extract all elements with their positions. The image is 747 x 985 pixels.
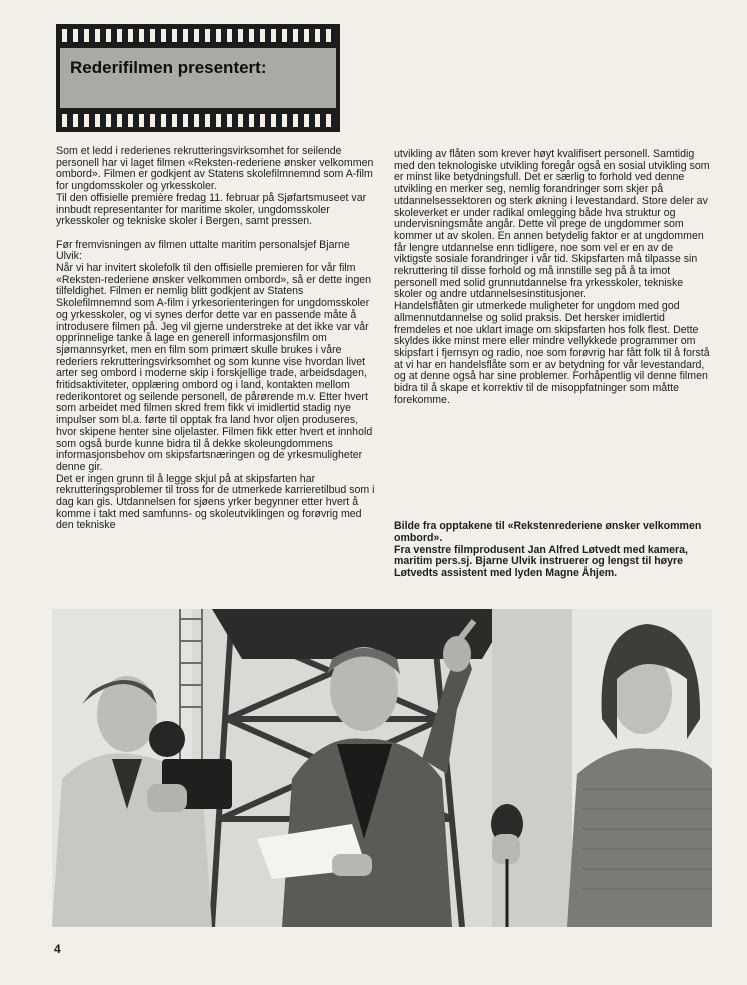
left-text-column — [56, 146, 376, 532]
film-strip-banner — [56, 24, 340, 132]
article-paragraph-continued: utvikling av flåten som krever høyt kvalifisert personell. Samtidig med den teknologiske utvikling foregår også en sosial utvikling som er minst like betydningsfull. Det er særlig to forhold ved denne utvikling en merker seg, nemlig forandringer som skjer på utdannelsessektoren og sterk økning i levestandard. Store deler av skoleverket er under radikal omlegging både hva struktur og undervisningsmåte angår. Dette vil prege de ungdommer som kommer ut av skolen. En annen betydelig faktor er at ungdommen får lengre utdannelse enn tidligere, noe som vel er en av de viktigste sosiale forandringer i vår tid. Skipsfarten må tilpasse sin rekruttering til disse forhold og må innstille seg på å ta imot personell med solid grunnutdannelse fra yrkesskoler, tekniske skoler og andre utdannelsesinstitusjoner. Handelsflåten gir utmerkede muligheter for ungdom med god allmennutdannelse og solid praksis. Det hersker imidlertid fremdeles et noe uklart image om skipsfarten hos folk flest. Dette skyldes ikke minst mere eller mindre vellykkede programmer om skipsfart i fjernsyn og radio, noe som forøvrig har fått folk til å forstå at vi har en handelsflåte som er av betydning for vår levestandard, og at denne også har sine problemer. Forhåpentlig vil denne filmen bidra til å skape et korrektiv til de misoppfatninger som måtte forekomme. — [394, 148, 710, 406]
caption-line-1: Bilde fra opptakene til «Rekstenrederiene ønsker velkommen ombord». — [394, 520, 702, 544]
page-number: 4 — [54, 942, 61, 956]
right-text-column — [394, 149, 714, 406]
photo-illustration — [52, 609, 712, 927]
photo-caption — [394, 521, 724, 580]
film-perforation-top — [62, 29, 334, 42]
film-shoot-photo — [52, 609, 712, 927]
film-perforation-bottom — [62, 114, 334, 127]
caption-line-2: Fra venstre filmprodusent Jan Alfred Løtvedt med kamera, maritim pers.sj. Bjarne Ulvik instruerer og lengst til høyre Løtvedts assistent med lyden Magne Åhjem. — [394, 543, 688, 580]
article-paragraph-speech: Før fremvisningen av filmen uttalte maritim personalsjef Bjarne Ulvik: Når vi har invitert skolefolk til den offisielle premieren for vår film «Reksten-rederiene ønsker velkommen ombord», så er dette ingen tilfeldighet. Filmen er nemlig blitt godkjent av Statens Skolefilmnemnd som A-film i yrkesorienteringen for ungdomsskoler og yrkesskoler, og vi synes derfor dette var en passende måte å introdusere filmen på. Jeg vil gjerne understreke at det ikke var vår opprinnelige tanke å lage en generell informasjonsfilm om sjømannsyrket, men en film som primært skulle brukes i våre rederiers rekrutteringsvirksomhet og som kunne vise hvordan livet arter seg ombord i moderne skip i forskjellige trade, arbeidsdagen, fritidsaktiviteter, opplæring ombord og i land, kontakten mellom rederikontoret og seilende personell, de pårørende m.v. Etter hvert som arbeidet med filmen skred frem fikk vi imidlertid stadig nye impulser som bl.a. førte til opptak fra land hvor oljen produseres, hvor skipene henter sine oljelaster. Filmen fikk etter hvert et innhold som også burde kunne bidra til å dekke skoleungdommens informasjonsbehov om skipsfartsnæringen og de yrkesmuligheter denne gir. Det er ingen grunn til å legge skjul på at skipsfarten har rekrutteringsproblemer til tross for de utmerkede karrieretilbud som i dag kan gis. Utdannelsen for sjøens yrker begynner etter hvert å komme i takt med samfunns- og skoleutviklingen og forøvrig med den tekniske — [56, 238, 375, 532]
article-paragraph-intro: Som et ledd i rederienes rekrutteringsvirksomhet for seilende personell har vi laget filmen «Reksten-rederiene ønsker velkommen ombord». Filmen er godkjent av Statens skolefilmnemnd som A-film for ungdomsskoler og yrkesskoler. Til den offisielle première fredag 11. februar på Sjøfartsmuseet var innbudt representanter for maritime skoler, ungdomsskoler yrkesskoler og tekniske skoler i Bergen, samt pressen. — [56, 145, 374, 228]
banner-title: Rederifilmen presentert: — [70, 58, 267, 77]
film-frame — [60, 48, 336, 108]
